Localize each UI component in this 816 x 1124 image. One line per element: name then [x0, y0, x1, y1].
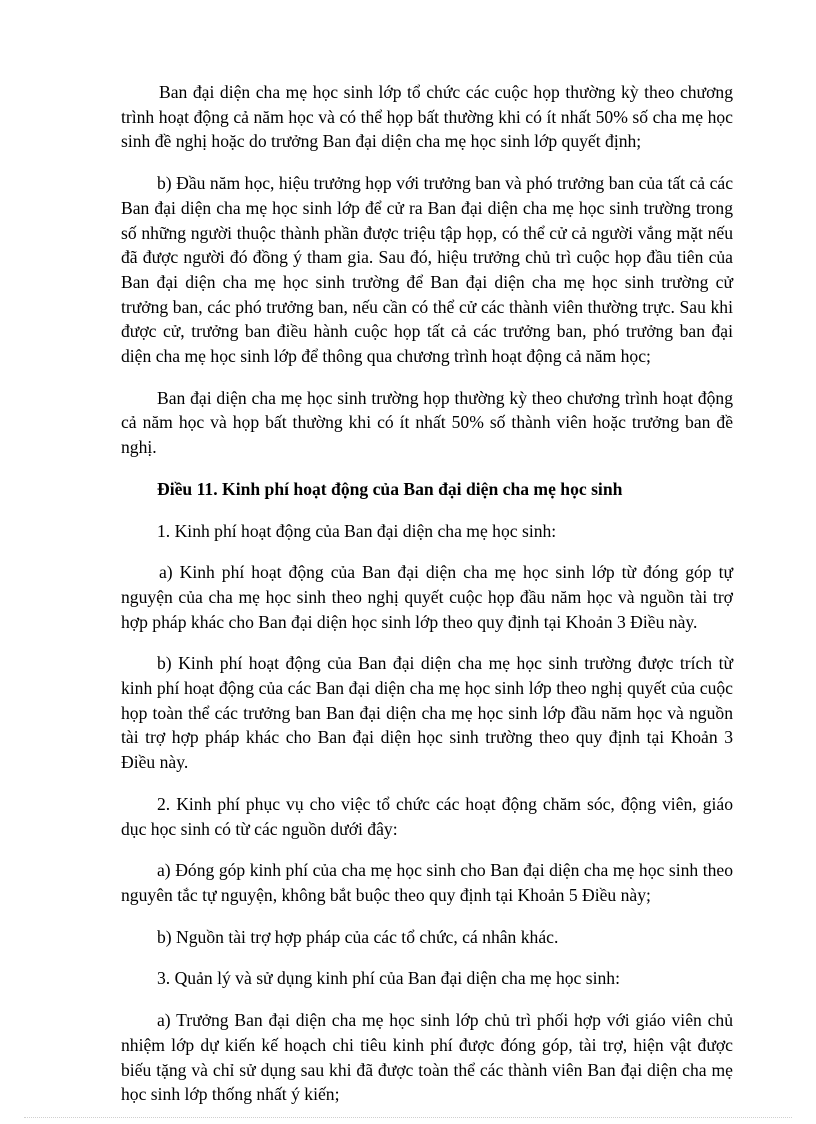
- paragraph-clause-1: 1. Kinh phí hoạt động của Ban đại diện cha mẹ học sinh:: [157, 520, 557, 541]
- paragraph-clause-3a: a) Trưởng Ban đại diện cha mẹ học sinh lớp chủ trì phối hợp với giáo viên chủ nhiệm lớp dự kiến kế hoạch chi tiêu kinh phí được đóng góp, tài trợ, hiện vật được biếu tặng và chỉ sử dụng sau khi đã được toàn thể các thành viên Ban đại diện cha mẹ học sinh lớp thống nhất ý kiến;: [121, 1010, 733, 1105]
- paragraph-clause-3: 3. Quản lý và sử dụng kinh phí của Ban đại diện cha mẹ học sinh:: [157, 968, 620, 989]
- paragraph-clause-2a: a) Đóng góp kinh phí của cha mẹ học sinh cho Ban đại diện cha mẹ học sinh theo nguyên tắc tự nguyện, không bắt buộc theo quy định tại Khoản 5 Điều này;: [121, 860, 733, 905]
- paragraph-clause-2b: b) Nguồn tài trợ hợp pháp của các tổ chức, cá nhân khác.: [157, 926, 559, 947]
- paragraph-school-board-election: b) Đầu năm học, hiệu trưởng họp với trưởng ban và phó trưởng ban của tất cả các Ban đại diện cha mẹ học sinh lớp để cử ra Ban đại diện cha mẹ học sinh trường trong số những người thuộc thành phần được triệu tập họp, có thể cử cả người vắng mặt nếu đã được người đó đồng ý tham gia. Sau đó, hiệu trưởng chủ trì cuộc họp đầu tiên của Ban đại diện cha mẹ học sinh trường để Ban đại diện cha mẹ học sinh trường cử trưởng ban, các phó trưởng ban, nếu cần có thể cử các thành viên thường trực. Sau khi được cử, trưởng ban điều hành cuộc họp tất cả các trưởng ban, phó trưởng ban đại diện cha mẹ học sinh lớp để thông qua chương trình hoạt động cả năm học;: [121, 173, 733, 367]
- paragraph-clause-2: 2. Kinh phí phục vụ cho việc tổ chức các hoạt động chăm sóc, động viên, giáo dục học sinh có từ các nguồn dưới đây:: [121, 793, 733, 839]
- paragraph-class-meetings: Ban đại diện cha mẹ học sinh lớp tổ chức các cuộc họp thường kỳ theo chương trình hoạt động cả năm học và có thể họp bất thường khi có ít nhất 50% số cha mẹ học sinh đề nghị hoặc do trưởng Ban đại diện cha mẹ học sinh lớp quyết định;: [121, 82, 733, 152]
- page-bottom-divider: [24, 1117, 792, 1118]
- paragraph-clause-1a: a) Kinh phí hoạt động của Ban đại diện cha mẹ học sinh lớp từ đóng góp tự nguyện của cha mẹ học sinh theo nghị quyết cuộc họp đầu năm học và nguồn tài trợ hợp pháp khác cho Ban đại diện học sinh lớp theo quy định tại Khoản 3 Điều này.: [121, 562, 733, 632]
- paragraph-clause-1b: b) Kinh phí hoạt động của Ban đại diện cha mẹ học sinh trường được trích từ kinh phí hoạt động của các Ban đại diện cha mẹ học sinh lớp theo nghị quyết của cuộc họp toàn thể các trưởng ban Ban đại diện cha mẹ học sinh lớp đầu năm học và nguồn tài trợ hợp pháp khác cho Ban đại diện học sinh trường theo quy định tại Khoản 3 Điều này.: [121, 653, 733, 773]
- article-11-heading: Điều 11. Kinh phí hoạt động của Ban đại diện cha mẹ học sinh: [157, 478, 623, 499]
- document-body: [121, 80, 733, 1124]
- paragraph-school-meetings: Ban đại diện cha mẹ học sinh trường họp thường kỳ theo chương trình hoạt động cả năm học và họp bất thường khi có ít nhất 50% số thành viên hoặc trưởng ban đề nghị.: [121, 387, 733, 458]
